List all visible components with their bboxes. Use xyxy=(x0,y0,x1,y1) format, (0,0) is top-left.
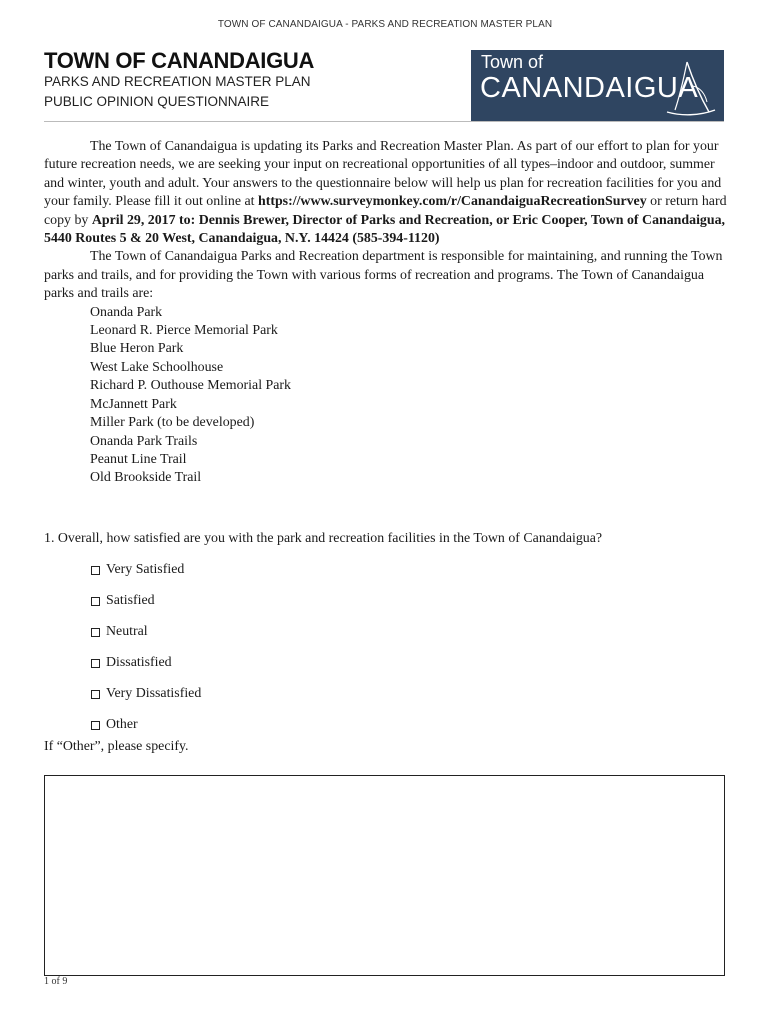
list-item: Old Brookside Trail xyxy=(90,470,202,486)
parks-description: The Town of Canandaigua Parks and Recreation department is responsible for maintaining, and running the Town parks and trails, and for providing the Town with various forms of recreation and programs. The Town of Canandaigua parks and trails are: xyxy=(44,249,723,302)
option-label: Very Dissatisfied xyxy=(106,686,202,701)
question-1-text: 1. Overall, how satisfied are you with the park and recreation facilities in the Town of Canandaigua? xyxy=(44,531,603,546)
checkbox[interactable] xyxy=(91,659,100,668)
page-title: TOWN OF CANANDAIGUA xyxy=(44,48,315,73)
plan-subtitle: PARKS AND RECREATION MASTER PLAN xyxy=(44,74,311,89)
intro-text: The Town of Canandaigua is updating its Parks and Recreation Master Plan. As part of our effort to plan for your future recreation needs, we are seeking your input on recreational opportunities of all types–indoor and outdoor, summer and winter, youth and adult. Your answers to the questionnaire below will help us plan for recreation facilities for you and your family. Please fill it out online at xyxy=(44,139,722,210)
deadline-contact: April 29, 2017 to: Dennis Brewer, Director of Parks and Recreation, or Eric Cooper, Town of Canandaigua, 5440 Routes 5 & 20 West, Canandaigua, N.Y. 14424 (585-394-1120) xyxy=(44,212,726,247)
logo-town-text: Town of xyxy=(481,52,544,72)
parks-list xyxy=(44,304,728,488)
option-satisfied[interactable] xyxy=(91,592,155,610)
list-item: Blue Heron Park xyxy=(90,341,184,357)
option-label: Other xyxy=(106,717,138,732)
checkbox[interactable] xyxy=(91,628,100,637)
list-item: McJannett Park xyxy=(90,396,177,412)
list-item: Richard P. Outhouse Memorial Park xyxy=(90,378,291,394)
option-dissatisfied[interactable] xyxy=(91,654,172,672)
list-item: Miller Park (to be developed) xyxy=(90,415,255,431)
other-answer-field[interactable] xyxy=(44,775,725,976)
town-logo xyxy=(471,50,724,121)
header-divider xyxy=(44,121,724,122)
questionnaire-subtitle: PUBLIC OPINION QUESTIONNAIRE xyxy=(44,94,270,109)
checkbox[interactable] xyxy=(91,566,100,575)
checkbox[interactable] xyxy=(91,721,100,730)
page-number: 1 of 9 xyxy=(44,976,68,987)
list-item: Peanut Line Trail xyxy=(90,451,187,467)
specify-prompt: If “Other”, please specify. xyxy=(44,739,189,754)
intro-text-return: or return hard copy by xyxy=(44,194,727,228)
option-label: Dissatisfied xyxy=(106,655,172,670)
option-label: Satisfied xyxy=(106,593,155,608)
survey-url-link[interactable]: https://www.surveymonkey.com/r/CanandaiguaRecreationSurvey xyxy=(257,194,647,210)
option-very-dissatisfied[interactable] xyxy=(91,685,201,703)
option-label: Very Satisfied xyxy=(106,562,185,577)
intro-section xyxy=(44,138,728,488)
logo-name-text: CANANDAIGUA xyxy=(480,72,699,104)
checkbox[interactable] xyxy=(91,597,100,606)
option-very-satisfied[interactable] xyxy=(91,561,184,579)
checkbox[interactable] xyxy=(91,690,100,699)
list-item: Onanda Park Trails xyxy=(90,433,198,449)
running-head: TOWN OF CANANDAIGUA - PARKS AND RECREATION MASTER PLAN xyxy=(217,19,553,30)
list-item: West Lake Schoolhouse xyxy=(90,359,224,375)
list-item: Onanda Park xyxy=(90,304,163,320)
intro-paragraph xyxy=(44,138,728,248)
list-item: Leonard R. Pierce Memorial Park xyxy=(90,323,278,339)
option-label: Neutral xyxy=(106,624,148,639)
option-neutral[interactable] xyxy=(91,623,148,641)
option-other[interactable] xyxy=(91,716,138,734)
